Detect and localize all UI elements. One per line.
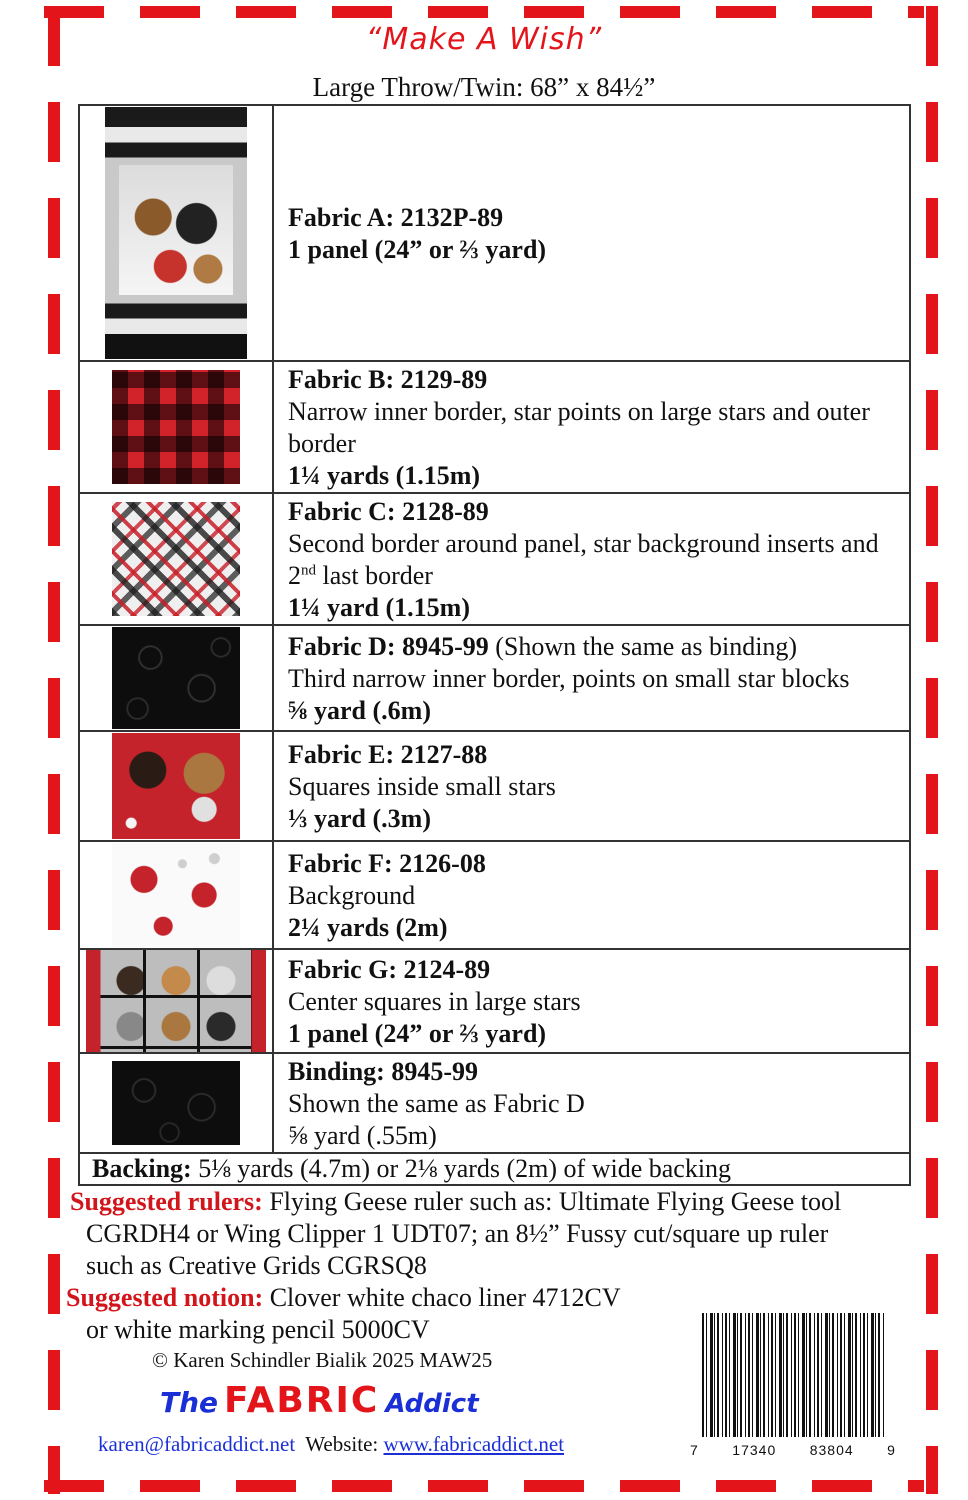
panel-print-icon <box>105 107 247 359</box>
notes-section: Suggested rulers: Flying Geese ruler such as: Ultimate Flying Geese tool CGRDH4 or Wing Clipper 1 UDT07; an 8½” Fussy cut/square up ruler such as Creative Grids CGRSQ8 Suggested notion: Clover white chaco liner 4712CV or white marking pencil 5000CV <box>70 1186 910 1346</box>
backing-text: 5⅛ yards (4.7m) or 2⅛ yards (2m) of wide backing <box>191 1154 732 1183</box>
fabric-note: (Shown the same as binding) <box>488 632 798 661</box>
fabric-amount: ⅓ yard (.3m) <box>288 804 431 833</box>
fabric-description: Third narrow inner border, points on small star blocks <box>288 664 850 693</box>
fabric-amount: ⅝ yard (.55m) <box>288 1121 437 1150</box>
barcode-digits: 7 17340 83804 9 <box>690 1442 896 1458</box>
frame-left-dashes <box>48 6 60 1494</box>
fabric-amount: 1¼ yard (1.15m) <box>288 593 470 622</box>
fabric-row-f <box>79 841 910 949</box>
fabric-row-c <box>79 493 910 625</box>
fabric-name: Binding: 8945-99 <box>288 1057 478 1086</box>
email-link[interactable]: karen@fabricaddict.net <box>98 1432 296 1456</box>
barcode <box>702 1313 886 1437</box>
fabric-amount: 1¼ yards (1.15m) <box>288 461 481 490</box>
rulers-label: Suggested rulers: <box>70 1187 263 1216</box>
backing-row <box>79 1153 910 1185</box>
fabric-amount: 1 panel (24” or ⅔ yard) <box>288 1019 547 1048</box>
fabric-name: Fabric C: 2128-89 <box>288 497 489 526</box>
plaid-icon <box>112 502 240 616</box>
fabric-amount: ⅝ yard (.6m) <box>288 696 431 725</box>
fabric-row-d <box>79 625 910 731</box>
copyright: © Karen Schindler Bialik 2025 MAW25 <box>152 1348 493 1372</box>
moose-print-icon <box>112 733 240 839</box>
fabric-description: Center squares in large stars <box>288 987 581 1016</box>
website-link[interactable]: www.fabricaddict.net <box>383 1432 565 1456</box>
fabric-description: Background <box>288 881 416 910</box>
white-print-icon <box>112 843 240 947</box>
notion-line: Suggested notion: Clover white chaco liner 4712CV <box>66 1283 621 1312</box>
backing-label: Backing: <box>92 1154 192 1183</box>
fabric-amount: 2¼ yards (2m) <box>288 913 448 942</box>
fabric-requirements-table <box>78 104 911 1186</box>
fabric-description: Second border around panel, star background inserts and 2nd last border <box>288 529 879 590</box>
black-swirl-icon <box>112 627 240 729</box>
frame-right-dashes <box>926 6 938 1494</box>
black-swirl-icon <box>112 1061 240 1145</box>
fabric-description: Shown the same as Fabric D <box>288 1089 585 1118</box>
fabric-row-b <box>79 361 910 493</box>
fabric-info <box>273 105 910 361</box>
frame-bottom-dashes <box>44 1480 924 1492</box>
swatch-cell <box>79 105 273 361</box>
buffalo-check-icon <box>112 370 240 484</box>
fabric-name: Fabric F: 2126-08 <box>288 849 486 878</box>
pattern-title: “Make A Wish” <box>365 22 603 57</box>
fabric-heading <box>288 631 897 663</box>
fabric-amount: 1 panel (24” or ⅔ yard) <box>288 235 547 264</box>
fabric-row-g <box>79 949 910 1053</box>
fabric-addict-logo: The FABRIC Addict <box>160 1380 479 1421</box>
rulers-line: Suggested rulers: Flying Geese ruler such as: Ultimate Flying Geese tool <box>70 1187 842 1216</box>
fabric-row-a <box>79 105 910 361</box>
character-blocks-icon <box>86 950 266 1052</box>
notion-label: Suggested notion: <box>66 1283 264 1312</box>
fabric-name: Fabric A: 2132P-89 <box>288 203 504 232</box>
fabric-description: Squares inside small stars <box>288 772 556 801</box>
contact-line: karen@fabricaddict.net Website: www.fabricaddict.net <box>98 1432 565 1456</box>
fabric-name: Fabric D: 8945-99 <box>288 632 489 661</box>
fabric-name: Fabric E: 2127-88 <box>288 740 488 769</box>
fabric-description: Narrow inner border, star points on large stars and outer border <box>288 397 870 458</box>
pattern-size: Large Throw/Twin: 68” x 84½” <box>312 72 656 102</box>
frame-top-dashes <box>44 6 924 18</box>
fabric-name: Fabric B: 2129-89 <box>288 365 488 394</box>
binding-row <box>79 1053 910 1153</box>
fabric-row-e <box>79 731 910 841</box>
fabric-name: Fabric G: 2124-89 <box>288 955 491 984</box>
